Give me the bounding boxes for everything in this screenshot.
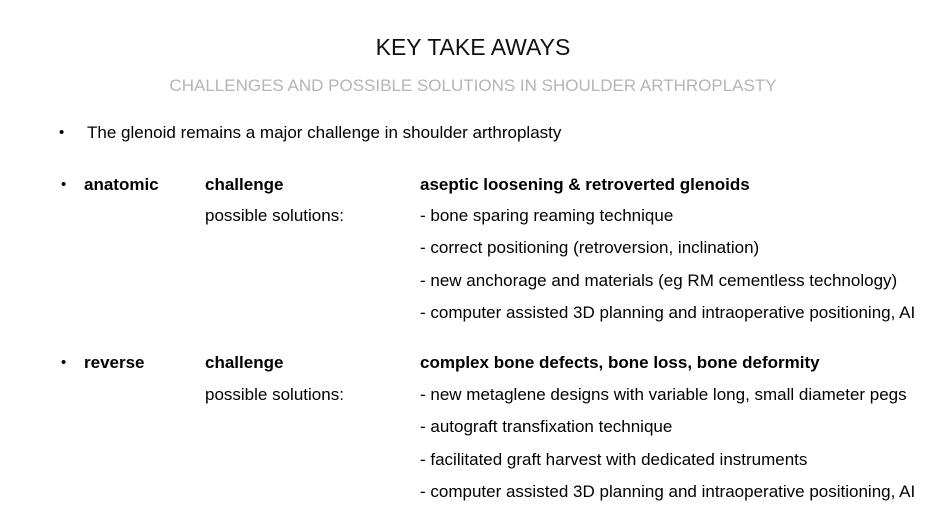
reverse-solution-item: - new metaglene designs with variable long, small diameter pegs: [420, 385, 907, 404]
intro-text: The glenoid remains a major challenge in shoulder arthroplasty: [87, 123, 562, 142]
reverse-label: reverse: [84, 353, 145, 372]
anatomic-solution-item: - bone sparing reaming technique: [420, 206, 674, 225]
reverse-solutions-label: possible solutions:: [205, 385, 344, 404]
reverse-challenge-text: complex bone defects, bone loss, bone deformity: [420, 353, 820, 372]
slide-subtitle: CHALLENGES AND POSSIBLE SOLUTIONS IN SHOULDER ARTHROPLASTY: [169, 76, 777, 95]
slide-title: KEY TAKE AWAYS: [375, 34, 571, 60]
anatomic-solution-item: - computer assisted 3D planning and intraoperative positioning, AI: [420, 303, 916, 322]
reverse-challenge-label: challenge: [205, 353, 284, 372]
anatomic-challenge-label: challenge: [205, 175, 284, 194]
anatomic-solution-item: - new anchorage and materials (eg RM cementless technology): [420, 271, 898, 290]
intro-bullet: •: [59, 124, 65, 141]
reverse-bullet: •: [61, 354, 67, 371]
reverse-solution-item: - autograft transfixation technique: [420, 417, 673, 436]
anatomic-challenge-text: aseptic loosening & retroverted glenoids: [420, 175, 750, 194]
anatomic-label: anatomic: [84, 175, 159, 194]
reverse-solution-item: - facilitated graft harvest with dedicated instruments: [420, 450, 808, 469]
anatomic-bullet: •: [61, 176, 67, 193]
anatomic-solutions-label: possible solutions:: [205, 206, 344, 225]
reverse-solution-item: - computer assisted 3D planning and intraoperative positioning, AI: [420, 482, 916, 501]
anatomic-solution-item: - correct positioning (retroversion, inclination): [420, 238, 760, 257]
